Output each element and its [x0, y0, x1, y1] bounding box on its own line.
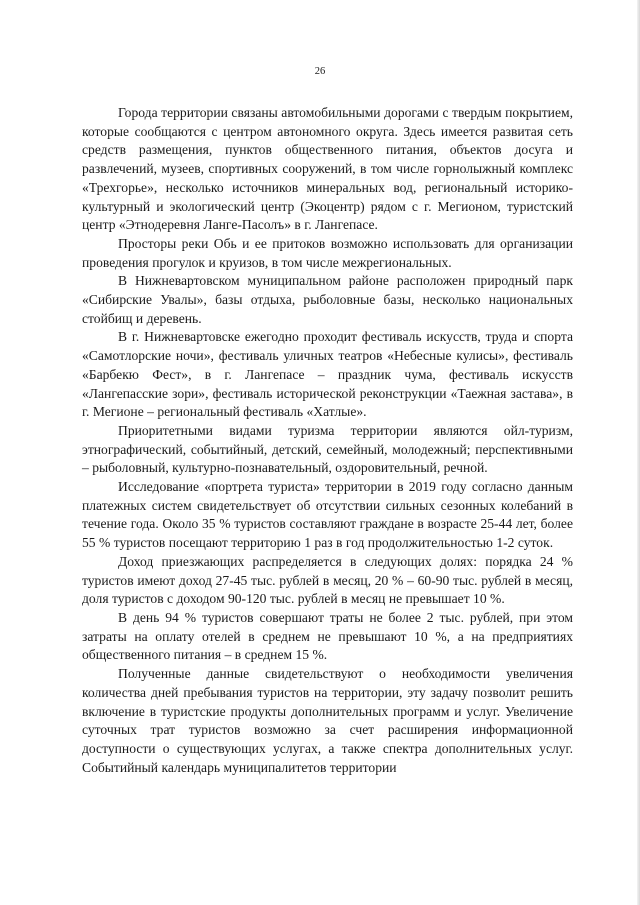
page-number: 26: [314, 66, 326, 77]
paragraph-tourism-types: Приоритетными видами туризма территории являются ойл-туризм, этнографический, событийный, детский, семейный, молодежный; перспективными – рыболовный, культурно-познавательный, оздоровительный, речной.: [82, 422, 573, 476]
paragraph-festivals: В г. Нижневартовске ежегодно проходит фестиваль искусств, труда и спорта «Самотлорские ночи», фестиваль уличных театров «Небесные кулисы», фестиваль «Барбекю Фест», в г. Лангепасе – праздник чума, фестиваль искусств «Лангепасские зори», фестиваль исторической реконструкции «Таежная застава», в г. Мегионе – региональный фестиваль «Хатлые».: [82, 329, 573, 420]
paragraph-tourist-portrait: Исследование «портрета туриста» территории в 2019 году согласно данным платежных систем свидетельствует об отсутствии сильных сезонных колебаний в течение года. Около 35 % туристов составляют граждане в возрасте 25-44 лет, более 55 % туристов посещают территорию 1 раз в год продолжительностью 1-2 суток.: [82, 479, 573, 551]
body-text: [82, 104, 573, 777]
paragraph-spending: В день 94 % туристов совершают траты не более 2 тыс. рублей, при этом затраты на оплату отелей в среднем не превышают 10 %, а на предприятиях общественного питания – в среднем 15 %.: [82, 609, 573, 663]
paragraph-river-ob: Просторы реки Обь и ее притоков возможно использовать для организации проведения прогулок и круизов, в том числе межрегиональных.: [82, 235, 573, 270]
paragraph-nature-park: В Нижневартовском муниципальном районе расположен природный парк «Сибирские Увалы», базы отдыха, рыболовные базы, несколько национальных стойбищ и деревень.: [82, 273, 573, 326]
paragraph-transport: Города территории связаны автомобильными дорогами с твердым покрытием, которые сообщаются с центром автономного округа. Здесь имеется развитая сеть средств размещения, пунктов общественного питания, объектов досуга и развлечений, музеев, спортивных сооружений, в том числе горнолыжный комплекс «Трехгорье», несколько источников минеральных вод, региональный историко-культурный и экологический центр (Экоцентр) рядом с г. Мегионом, туристский центр «Этнодеревня Ланге-Пасолъ» в г. Лангепасе.: [82, 105, 573, 233]
paragraph-income: Доход приезжающих распределяется в следующих долях: порядка 24 % туристов имеют доход 27-45 тыс. рублей в месяц, 20 % – 60-90 тыс. рублей в месяц, доля туристов с доходом 90-120 тыс. рублей в месяц не превышает 10 %.: [82, 553, 573, 607]
paragraph-conclusions: Полученные данные свидетельствуют о необходимости увеличения количества дней пребывания туристов на территории, эту задачу позволит решить включение в туристские продукты дополнительных программ и услуг. Увеличение суточных трат туристов возможно за счет расширения информационной доступности о существующих услугах, а также спектра дополнительных услуг. Событийный календарь муниципалитетов территории: [82, 666, 573, 775]
